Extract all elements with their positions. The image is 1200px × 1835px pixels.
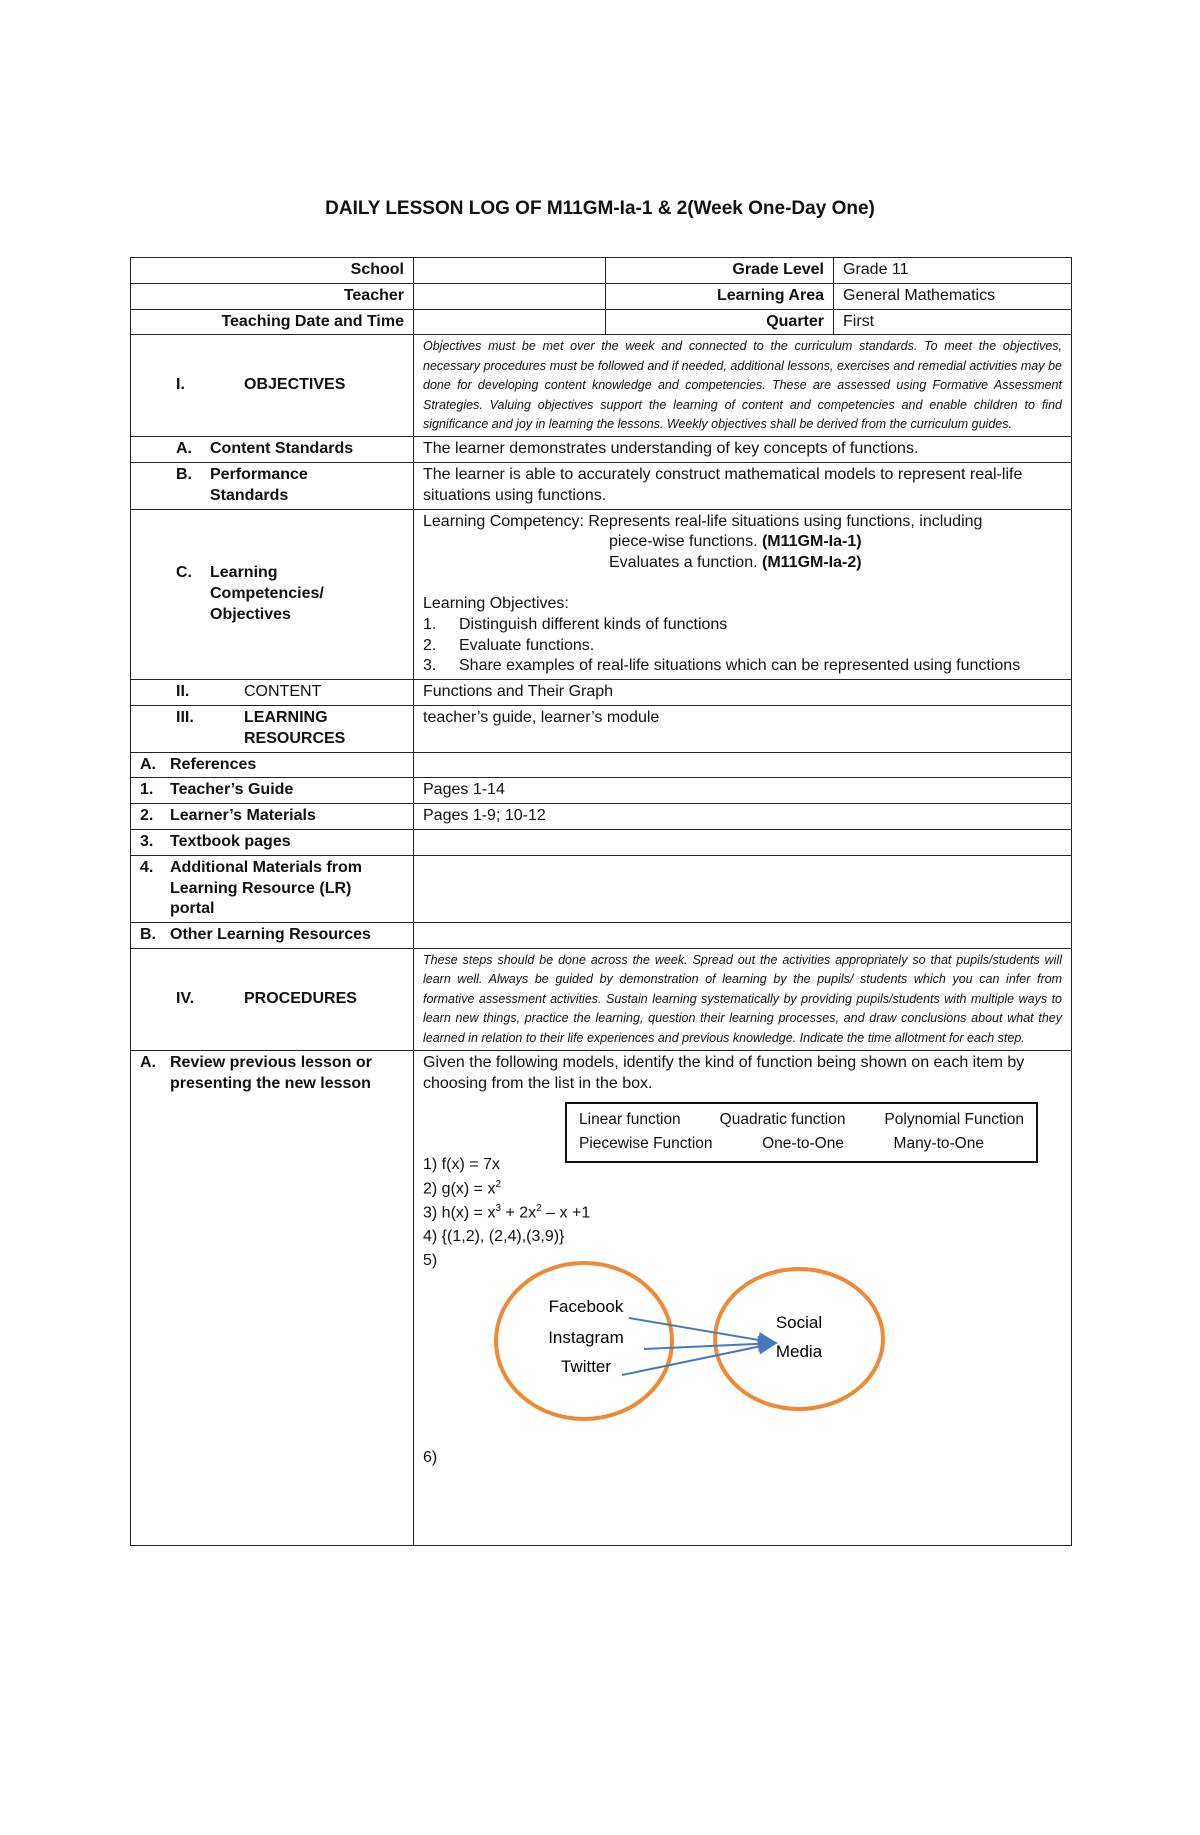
question-6: 6): [423, 1448, 438, 1466]
procedures-title: PROCEDURES: [244, 990, 357, 1008]
teachers-guide-title: Teacher’s Guide: [170, 781, 294, 799]
performance-standards-key: B.: [176, 466, 192, 484]
list-item: [423, 656, 1062, 677]
competencies-title-2: Competencies/: [210, 585, 324, 603]
performance-standards-value: The learner is able to accurately construct mathematical models to represent real-life situations using functions.: [414, 463, 1072, 510]
lc-line3-text: Evaluates a function.: [609, 554, 758, 572]
content-num: II.: [176, 683, 190, 701]
additional-title: Additional Materials from Learning Resource (LR) portal: [170, 858, 363, 918]
learning-competency-line-1: Learning Competency: Represents real-life situations using functions, including: [423, 512, 983, 530]
question-2: [423, 1177, 1062, 1201]
competencies-title-1: Learning: [210, 564, 278, 582]
learners-materials-label: [131, 804, 414, 830]
content-standards-title: Content Standards: [210, 440, 354, 458]
textbook-key: 3.: [140, 833, 154, 851]
grade-level-label: Grade Level: [606, 258, 834, 284]
competencies-row: [131, 509, 1072, 680]
objective-num-3: 3.: [423, 657, 437, 675]
learning-competency-line-2: [423, 532, 1062, 553]
learners-materials-key: 2.: [140, 807, 154, 825]
other-resources-row: [131, 923, 1072, 949]
learning-area-value: General Mathematics: [834, 283, 1072, 309]
objectives-label: [131, 335, 414, 437]
question-list: [423, 1153, 1062, 1274]
quarter-value: First: [834, 309, 1072, 335]
procedures-note: These steps should be done across the week. Spread out the activities appropriately so that pupils/students will learn well. Always be guided by demonstration of learning by the pupils/ students which you can infer from formative assessment activities. Sustain learning systematically by providing pupils/students with multiple ways to learn new things, practice the learning, question their learning processes, and draw conclusions about what they learned in relation to their life experiences and previous knowledge. Indicate the time allotment for each step.: [414, 949, 1072, 1051]
teachers-guide-value: Pages 1-14: [414, 778, 1072, 804]
learners-materials-value: Pages 1-9; 10-12: [414, 804, 1072, 830]
competencies-value: [414, 509, 1072, 680]
question-1: 1) f(x) = 7x: [423, 1155, 500, 1173]
learners-materials-row: [131, 804, 1072, 830]
teachers-guide-key: 1.: [140, 781, 154, 799]
question-3: [423, 1201, 1062, 1225]
learning-objectives-heading: Learning Objectives:: [423, 595, 569, 613]
grade-level-value: Grade 11: [834, 258, 1072, 284]
other-resources-label: [131, 923, 414, 949]
choice-one-to-one: One-to-One: [762, 1135, 844, 1153]
resources-value: teacher’s guide, learner’s module: [414, 706, 1072, 753]
teachers-guide-row: [131, 778, 1072, 804]
quarter-label: Quarter: [606, 309, 834, 335]
resources-title-1: LEARNING: [244, 709, 328, 727]
textbook-row: [131, 830, 1072, 856]
content-value: Functions and Their Graph: [414, 680, 1072, 706]
content-standards-label: [131, 437, 414, 463]
lesson-log-table: [130, 257, 1072, 1546]
q2-exponent: 2: [495, 1178, 502, 1190]
domain-item-twitter: Twitter: [560, 1356, 612, 1376]
lc-code-2: (M11GM-Ia-2): [762, 554, 862, 572]
other-resources-value: [414, 923, 1072, 949]
resources-label: [131, 706, 414, 753]
content-standards-row: [131, 437, 1072, 463]
performance-standards-label: [131, 463, 414, 510]
objectives-note: Objectives must be met over the week and connected to the curriculum standards. To meet the objectives, necessary procedures must be followed and if needed, additional lessons, exercises and remedial activities may be done for developing content knowledge and competencies. These are assessed using Formative Assessment Strategies. Valuing objectives support the learning of content and competencies and enable children to find significance and joy in learning the lessons. Weekly objectives shall be derived from the curriculum guides.: [414, 335, 1072, 437]
references-label: [131, 752, 414, 778]
school-value: [414, 258, 606, 284]
question-5: 5): [423, 1252, 438, 1270]
objective-text-3: Share examples of real-life situations which can be represented using functions: [459, 657, 1021, 675]
teachers-guide-label: [131, 778, 414, 804]
function-choices-box: [565, 1102, 1038, 1162]
references-row: [131, 752, 1072, 778]
other-resources-key: B.: [140, 926, 156, 944]
domain-item-instagram: Instagram: [548, 1327, 624, 1347]
learning-competency-line-3: [423, 553, 1062, 574]
content-label: [131, 680, 414, 706]
q3-text-c: – x +1: [541, 1204, 591, 1222]
competencies-title-3: Objectives: [210, 605, 291, 623]
choices-row-2: [579, 1132, 1024, 1156]
performance-standards-title-1: Performance: [210, 466, 308, 484]
textbook-value: [414, 830, 1072, 856]
textbook-label: [131, 830, 414, 856]
review-row: [131, 1050, 1072, 1545]
references-title: References: [170, 755, 257, 773]
range-item-media: Media: [775, 1341, 823, 1361]
header-row-teacher: [131, 283, 1072, 309]
page-title: DAILY LESSON LOG OF M11GM-Ia-1 & 2(Week One-Day One): [325, 198, 875, 219]
range-item-social: Social: [775, 1312, 823, 1332]
resources-row: [131, 706, 1072, 753]
choice-linear: Linear function: [579, 1111, 681, 1129]
objective-num-1: 1.: [423, 615, 437, 633]
teacher-label: Teacher: [131, 283, 414, 309]
additional-key: 4.: [140, 858, 154, 876]
choice-piecewise: Piecewise Function: [579, 1135, 713, 1153]
choice-quadratic: Quadratic function: [719, 1111, 846, 1129]
procedures-row: [131, 949, 1072, 1051]
q3-text-a: 3) h(x) = x: [423, 1204, 496, 1222]
review-title: Review previous lesson or presenting the new lesson: [170, 1053, 372, 1092]
additional-materials-row: [131, 855, 1072, 922]
list-item: [423, 636, 1062, 657]
q3-text-b: + 2x: [501, 1204, 537, 1222]
objective-num-2: 2.: [423, 636, 437, 654]
resources-title-2: RESOURCES: [244, 729, 346, 747]
school-label: School: [131, 258, 414, 284]
q2-text: 2) g(x) = x: [423, 1179, 496, 1197]
content-standards-key: A.: [176, 440, 192, 458]
question-4: 4) {(1,2), (2,4),(3,9)}: [423, 1228, 565, 1246]
competencies-key: C.: [176, 564, 192, 582]
performance-standards-title-2: Standards: [210, 486, 289, 504]
objectives-num: I.: [176, 376, 185, 394]
resources-num: III.: [176, 709, 194, 727]
other-resources-title: Other Learning Resources: [170, 926, 371, 944]
learning-objectives-list: [423, 615, 1062, 677]
additional-materials-value: [414, 855, 1072, 922]
learning-area-label: Learning Area: [606, 283, 834, 309]
content-standards-value: The learner demonstrates understanding of key concepts of functions.: [414, 437, 1072, 463]
header-row-school: [131, 258, 1072, 284]
objectives-row: [131, 335, 1072, 437]
review-instruction: Given the following models, identify the kind of function being shown on each item by choosing from the list in the box.: [423, 1053, 1025, 1092]
objective-text-1: Distinguish different kinds of functions: [459, 615, 728, 633]
choice-many-to-one: Many-to-One: [893, 1135, 984, 1153]
list-item: [423, 615, 1062, 636]
teacher-value: [414, 283, 606, 309]
content-title: CONTENT: [244, 683, 322, 701]
domain-item-facebook: Facebook: [548, 1296, 624, 1316]
procedures-label: [131, 949, 414, 1051]
performance-standards-row: [131, 463, 1072, 510]
competencies-label: [131, 509, 414, 680]
lc-code-1: (M11GM-Ia-1): [761, 533, 862, 551]
additional-materials-label: [131, 855, 414, 922]
range-ellipse: [715, 1269, 883, 1409]
mapping-diagram: [494, 1261, 1054, 1431]
choices-row-1: [579, 1108, 1024, 1132]
objective-text-2: Evaluate functions.: [459, 636, 595, 654]
textbook-title: Textbook pages: [170, 833, 291, 851]
content-row: [131, 680, 1072, 706]
header-row-date: [131, 309, 1072, 335]
date-label: Teaching Date and Time: [131, 309, 414, 335]
learners-materials-title: Learner’s Materials: [170, 807, 316, 825]
arrow-twitter: [622, 1343, 776, 1375]
references-key: A.: [140, 755, 156, 773]
references-value: [414, 752, 1072, 778]
arrow-facebook: [629, 1318, 776, 1343]
date-value: [414, 309, 606, 335]
choice-polynomial: Polynomial Function: [884, 1111, 1024, 1129]
q3-exponent-1: 3: [495, 1202, 502, 1214]
lc-line2-text: piece-wise functions.: [609, 533, 758, 551]
review-value: [414, 1050, 1072, 1545]
procedures-num: IV.: [176, 990, 195, 1008]
q3-exponent-2: 2: [536, 1202, 542, 1214]
review-key: A.: [140, 1053, 156, 1071]
objectives-title: OBJECTIVES: [244, 376, 346, 394]
review-label: [131, 1050, 414, 1545]
